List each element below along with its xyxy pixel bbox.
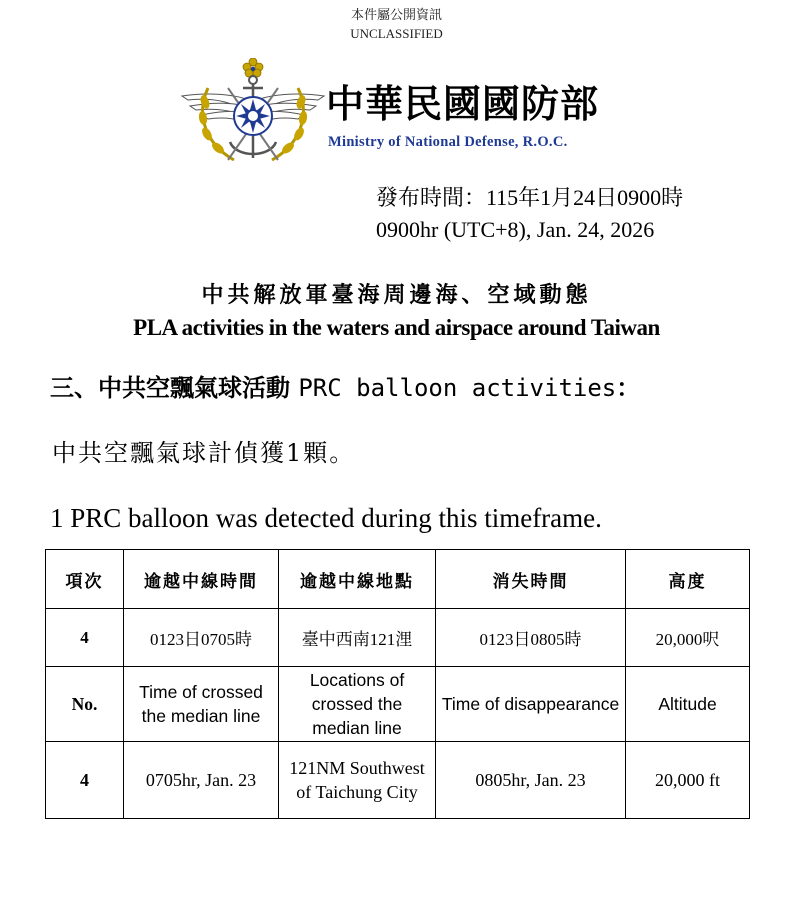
cell-no: 4	[46, 609, 124, 667]
header-no-zh: 項次	[46, 550, 124, 609]
classification-zh: 本件屬公開資訊	[350, 7, 442, 22]
header-altitude-zh: 高度	[626, 550, 750, 609]
cell-no-en: 4	[46, 742, 124, 819]
cell-disappear-time-en: 0805hr, Jan. 23	[436, 742, 626, 819]
cell-cross-time-en: 0705hr, Jan. 23	[124, 742, 279, 819]
header-disappear-time-en: Time of disappearance	[436, 667, 626, 742]
report-title-zh: 中共解放軍臺海周邊海、空域動態	[201, 282, 592, 308]
mnd-emblem-icon	[178, 58, 328, 170]
header-no-en: No.	[46, 667, 124, 742]
table-header-row-zh	[46, 550, 750, 609]
header-cross-location-en: Locations of crossed the median line	[279, 667, 436, 742]
org-name-en: Ministry of National Defense, R.O.C.	[328, 134, 568, 150]
report-title-en: PLA activities in the waters and airspace around Taiwan	[133, 315, 660, 340]
table-header-row-en	[46, 667, 750, 742]
header-cross-time-zh: 逾越中線時間	[124, 550, 279, 609]
section-heading	[50, 373, 640, 403]
classification-en: UNCLASSIFIED	[350, 26, 443, 41]
summary-en: 1 PRC balloon was detected during this timeframe.	[50, 503, 602, 533]
cell-cross-time: 0123日0705時	[124, 609, 279, 667]
release-time-en: 0900hr (UTC+8), Jan. 24, 2026	[376, 217, 655, 242]
header-cross-location-zh: 逾越中線地點	[279, 550, 436, 609]
cell-altitude: 20,000呎	[626, 609, 750, 667]
header-cross-time-en: Time of crossed the median line	[124, 667, 279, 742]
release-time-zh: 發布時間：115年1月24日0900時	[376, 185, 684, 210]
section-heading-colon: ：	[616, 373, 641, 402]
summary-zh: 中共空飄氣球計偵獲1顆。	[52, 439, 356, 467]
org-name-zh: 中華民國國防部	[326, 82, 600, 126]
section-heading-zh: 三、中共空飄氣球活動	[50, 373, 290, 402]
cell-disappear-time: 0123日0805時	[436, 609, 626, 667]
table-row	[46, 609, 750, 667]
cell-cross-location-en: 121NM Southwest of Taichung City	[279, 742, 436, 819]
cell-cross-location: 臺中西南121浬	[279, 609, 436, 667]
table-row	[46, 742, 750, 819]
section-heading-en: PRC balloon activities	[298, 374, 617, 402]
cell-altitude-en: 20,000 ft	[626, 742, 750, 819]
header-altitude-en: Altitude	[626, 667, 750, 742]
header-disappear-time-zh: 消失時間	[436, 550, 626, 609]
balloon-activity-table	[45, 549, 750, 819]
